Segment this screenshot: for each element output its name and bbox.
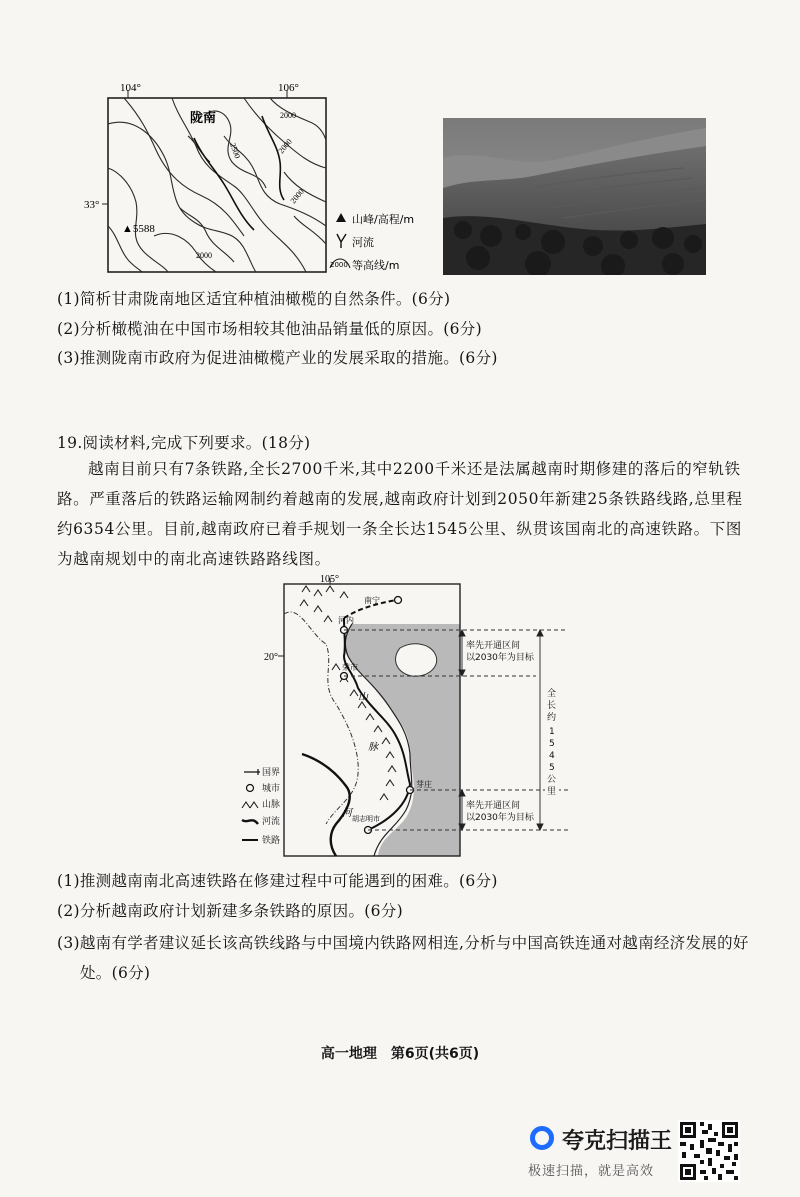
q19-material-paragraph: 越南目前只有7条铁路,全长2700千米,其中2200千米还是法属越南时期修建的落后的窄轨铁路。严重落后的铁路运输网制约着越南的发展,越南政府计划到2050年新建25条铁路线路,总里程约6354公里。目前,越南政府已着手规划一条全长达1545公里、纵贯该国南北的高速铁路。下图为越南规划中的南北高速铁路路线图。 xyxy=(57,460,743,568)
q19-item-2: (2)分析越南政府计划新建多条铁路的原因。(6分) xyxy=(57,902,403,920)
map1-contour-label: 2000 xyxy=(276,137,294,156)
map1-contour-label: 2000 xyxy=(196,251,212,260)
svg-text:里: 里 xyxy=(547,787,557,797)
svg-text:芽庄: 芽庄 xyxy=(416,780,432,789)
scanner-watermark xyxy=(524,1120,780,1186)
map1-contour-label: 2500 xyxy=(228,141,243,160)
svg-text:5: 5 xyxy=(549,763,555,773)
svg-text:约: 约 xyxy=(547,713,557,723)
map1-contour-label: 2000 xyxy=(288,187,306,206)
svg-text:公: 公 xyxy=(547,775,557,785)
vietnam-railway-map xyxy=(240,574,580,860)
q18-item-2: (2)分析橄榄油在中国市场相较其他油品销量低的原因。(6分) xyxy=(57,320,482,338)
map1-lon-left: 104° xyxy=(120,82,141,94)
svg-text:以2030年为目标: 以2030年为目标 xyxy=(466,813,534,823)
longnan-contour-map xyxy=(84,76,424,276)
scanner-slogan: 极速扫描，就是高效 xyxy=(528,1164,655,1179)
legend-city-icon xyxy=(247,785,254,792)
map2-river-label: 河 xyxy=(342,808,352,819)
svg-text:1: 1 xyxy=(549,727,555,737)
legend-river-icon xyxy=(337,234,346,248)
map2-mountain-label: 脉 xyxy=(368,742,378,753)
svg-text:5: 5 xyxy=(549,739,555,749)
svg-text:长: 长 xyxy=(547,701,557,711)
svg-text:国界: 国界 xyxy=(262,768,281,778)
svg-text:率先开通区间: 率先开通区间 xyxy=(466,641,521,651)
q18-item-1: (1)简析甘肃陇南地区适宜种植油橄榄的自然条件。(6分) xyxy=(57,290,451,308)
svg-text:4: 4 xyxy=(549,751,555,761)
svg-text:荣市: 荣市 xyxy=(342,663,358,672)
map1-legend-river: 河流 xyxy=(352,236,374,249)
legend-peak-icon xyxy=(336,213,346,222)
svg-text:率先开通区间: 率先开通区间 xyxy=(466,801,521,811)
svg-text:城市: 城市 xyxy=(262,784,281,794)
map1-contour-label: 2000 xyxy=(280,111,296,120)
page-footer: 高一地理 第6页(共6页) xyxy=(320,1046,480,1062)
svg-text:河流: 河流 xyxy=(262,817,281,827)
svg-text:河内: 河内 xyxy=(338,616,354,625)
svg-text:胡志明市: 胡志明市 xyxy=(352,815,380,823)
svg-text:南宁: 南宁 xyxy=(364,596,380,605)
scanner-brand: 夸克扫描王 xyxy=(562,1129,673,1154)
map2-mountain-label: 山 xyxy=(358,692,368,703)
map2-lat: 20° xyxy=(264,652,278,663)
q19-item-1: (1)推测越南南北高速铁路在修建过程中可能遇到的困难。(6分) xyxy=(57,872,498,890)
legend-mountain-icon xyxy=(242,802,258,808)
map1-lon-right: 106° xyxy=(278,82,299,94)
map1-lat: 33° xyxy=(84,199,100,211)
qr-code-icon xyxy=(678,1120,740,1182)
legend-border-icon xyxy=(244,769,260,775)
svg-text:铁路: 铁路 xyxy=(262,836,281,846)
map1-legend-contour-sample: 2000 xyxy=(330,261,348,269)
map2-lon: 105° xyxy=(320,574,339,585)
svg-text:以2030年为目标: 以2030年为目标 xyxy=(466,653,534,663)
q19-item-3: (3)越南有学者建议延长该高铁线路与中国境内铁路网相连,分析与中国高铁连通对越南经济发展的好处。(6分) xyxy=(57,934,749,982)
total-length-label xyxy=(545,686,559,798)
map1-city-label: 陇南 xyxy=(190,110,217,125)
svg-text:全: 全 xyxy=(547,689,557,699)
legend-river-icon xyxy=(242,820,258,824)
q18-item-3: (3)推测陇南市政府为促进油橄榄产业的发展采取的措施。(6分) xyxy=(57,349,498,367)
scanner-logo-icon xyxy=(530,1126,554,1150)
map1-legend-contour: 等高线/m xyxy=(352,259,400,272)
city-nanning xyxy=(395,597,402,604)
map1-legend-peak: 山峰/高程/m xyxy=(352,213,415,226)
q19-heading: 19.阅读材料,完成下列要求。(18分) xyxy=(57,434,311,452)
olive-grove-photo xyxy=(443,118,706,275)
map1-peak-label: ▲5588 xyxy=(122,223,155,235)
svg-text:山脉: 山脉 xyxy=(262,800,281,810)
